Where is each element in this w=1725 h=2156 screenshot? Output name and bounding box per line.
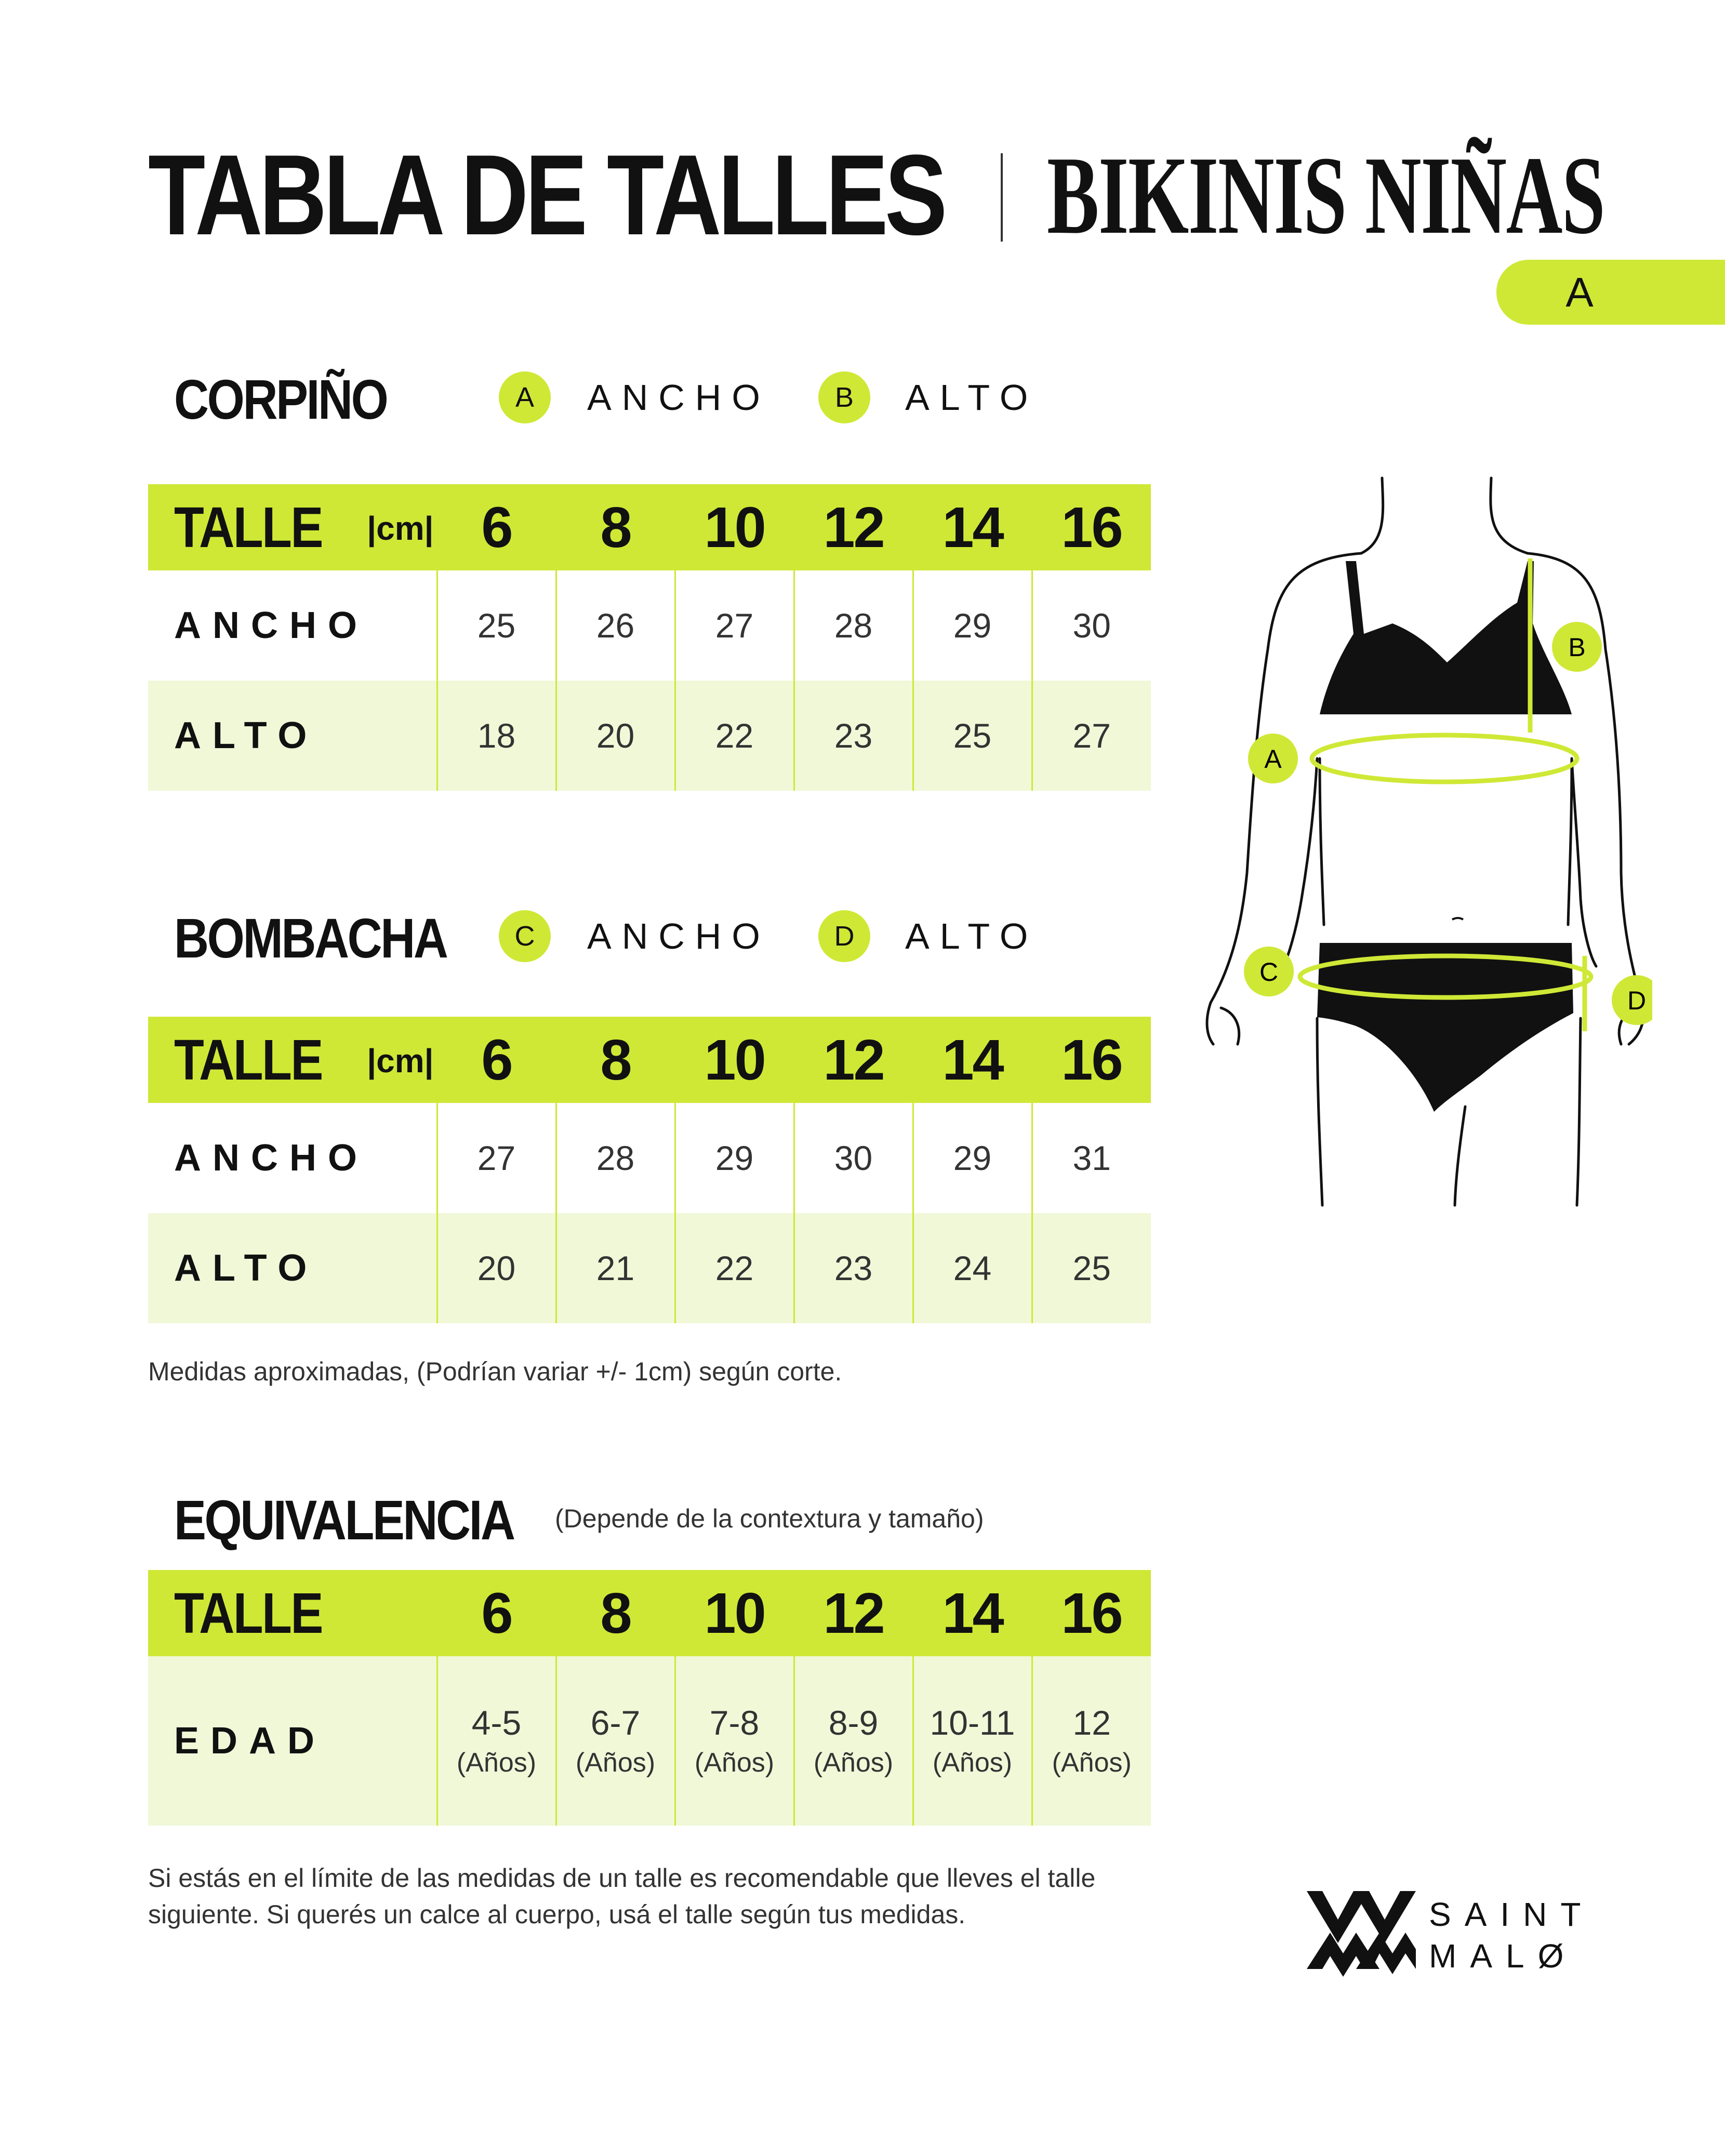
table-cell: 27 <box>675 570 794 681</box>
table-cell: 21 <box>556 1213 675 1323</box>
size-header: 10 <box>675 1017 794 1103</box>
table-row <box>148 1656 1151 1826</box>
bombacha-title: BOMBACHA <box>174 907 447 969</box>
age-range: 8-9 <box>828 1703 879 1742</box>
talle-header <box>148 484 437 570</box>
table-cell: 25 <box>1032 1213 1151 1323</box>
row-label: EDAD <box>148 1656 437 1826</box>
brand-line: SAINT <box>1429 1896 1595 1933</box>
row-label: ANCHO <box>148 570 437 681</box>
legend-badge-c: C <box>499 910 551 962</box>
table-cell: 22 <box>675 1213 794 1323</box>
size-header: 14 <box>913 484 1032 570</box>
legend-label-ancho: ANCHO <box>587 916 771 956</box>
row-label: ALTO <box>148 681 437 791</box>
table-cell: 22 <box>675 681 794 791</box>
age-unit: (Años) <box>456 1748 537 1778</box>
legend-label-alto: ALTO <box>905 377 1039 418</box>
age-cell <box>437 1656 556 1826</box>
unit-label: |cm| <box>367 510 434 548</box>
table-cell: 27 <box>437 1103 556 1213</box>
brand-name <box>1429 1894 1594 1977</box>
age-cell <box>913 1656 1032 1826</box>
equivalencia-table <box>148 1570 1151 1826</box>
age-range: 7-8 <box>709 1703 760 1742</box>
age-unit: (Años) <box>813 1748 894 1778</box>
equivalencia-subtitle: (Depende de la contextura y tamaño) <box>555 1504 984 1533</box>
table-cell: 31 <box>1032 1103 1151 1213</box>
bra-shape <box>1320 561 1572 714</box>
age-unit: (Años) <box>1052 1748 1132 1778</box>
legend-label-ancho: ANCHO <box>587 377 771 418</box>
table-cell: 18 <box>437 681 556 791</box>
table-cell: 28 <box>556 1103 675 1213</box>
table-cell: 27 <box>1032 681 1151 791</box>
legend-label-alto: ALTO <box>905 916 1039 956</box>
table-cell: 29 <box>675 1103 794 1213</box>
age-cell <box>1032 1656 1151 1826</box>
table-row <box>148 1103 1151 1213</box>
table-header-row <box>148 1017 1151 1103</box>
table-cell: 29 <box>913 1103 1032 1213</box>
title-divider <box>1001 153 1003 242</box>
size-header: 14 <box>913 1017 1032 1103</box>
saint-malo-logo-icon <box>1307 1891 1416 1979</box>
page-title: TABLA DE TALLES <box>148 131 944 259</box>
age-range: 6-7 <box>590 1703 641 1742</box>
talle-label: TALLE <box>174 1581 322 1645</box>
marker-a-label: A <box>1264 744 1282 774</box>
table-cell: 23 <box>794 1213 913 1323</box>
age-unit: (Años) <box>575 1748 656 1778</box>
size-header: 16 <box>1032 1017 1151 1103</box>
table-row <box>148 1213 1151 1323</box>
age-cell <box>556 1656 675 1826</box>
table-cell: 25 <box>913 681 1032 791</box>
brand-line: MALØ <box>1429 1937 1577 1975</box>
size-header: 12 <box>794 1570 913 1656</box>
size-header: 16 <box>1032 1570 1151 1656</box>
corpino-title: CORPIÑO <box>174 368 387 431</box>
table-header-row <box>148 484 1151 570</box>
size-header: 6 <box>437 1570 556 1656</box>
table-cell: 25 <box>437 570 556 681</box>
footer-note <box>148 1860 1095 1933</box>
legend-badge-b: B <box>818 371 870 423</box>
table-cell: 20 <box>437 1213 556 1323</box>
size-header: 12 <box>794 484 913 570</box>
page-subtitle: BIKINIS NIÑAS <box>1047 133 1605 257</box>
briefs-shape <box>1317 943 1573 1112</box>
equivalencia-title: EQUIVALENCIA <box>174 1488 514 1551</box>
page-tab <box>1496 260 1725 325</box>
table-cell: 26 <box>556 570 675 681</box>
measure-note: Medidas aproximadas, (Podrían variar +/- 1cm) según corte. <box>148 1357 842 1386</box>
table-row <box>148 570 1151 681</box>
legend-badge-a: A <box>499 371 551 423</box>
marker-d-label: D <box>1627 986 1647 1015</box>
unit-label: |cm| <box>367 1042 434 1080</box>
size-header: 12 <box>794 1017 913 1103</box>
table-row <box>148 681 1151 791</box>
talle-header <box>148 1570 437 1656</box>
page-tab-label: A <box>1565 269 1594 315</box>
size-header: 10 <box>675 1570 794 1656</box>
table-cell: 28 <box>794 570 913 681</box>
marker-c-label: C <box>1259 957 1279 987</box>
age-cell <box>794 1656 913 1826</box>
talle-header <box>148 1017 437 1103</box>
marker-b-label: B <box>1568 633 1586 662</box>
size-header: 10 <box>675 484 794 570</box>
table-cell: 20 <box>556 681 675 791</box>
talle-label: TALLE <box>174 1028 322 1092</box>
size-header: 16 <box>1032 484 1151 570</box>
table-cell: 24 <box>913 1213 1032 1323</box>
table-header-row <box>148 1570 1151 1656</box>
age-cell <box>675 1656 794 1826</box>
table-cell: 30 <box>1032 570 1151 681</box>
footer-note-line: Si estás en el límite de las medidas de un talle es recomendable que lleves el talle <box>148 1864 1096 1893</box>
size-header: 8 <box>556 484 675 570</box>
table-cell: 29 <box>913 570 1032 681</box>
age-range: 12 <box>1072 1703 1111 1742</box>
table-cell: 30 <box>794 1103 913 1213</box>
footer-note-line: siguiente. Si querés un calce al cuerpo, usá el talle según tus medidas. <box>148 1900 966 1929</box>
corpino-table <box>148 484 1151 791</box>
size-header: 6 <box>437 484 556 570</box>
age-unit: (Años) <box>932 1748 1013 1778</box>
size-header: 14 <box>913 1570 1032 1656</box>
age-unit: (Años) <box>694 1748 775 1778</box>
legend-badge-d: D <box>818 910 870 962</box>
size-header: 8 <box>556 1017 675 1103</box>
talle-label: TALLE <box>174 495 322 560</box>
size-header: 6 <box>437 1017 556 1103</box>
size-header: 8 <box>556 1570 675 1656</box>
bombacha-table <box>148 1017 1151 1323</box>
body-figure-illustration <box>1190 468 1652 1226</box>
row-label: ANCHO <box>148 1103 437 1213</box>
age-range: 10-11 <box>930 1703 1015 1742</box>
age-range: 4-5 <box>471 1703 522 1742</box>
table-cell: 23 <box>794 681 913 791</box>
row-label: ALTO <box>148 1213 437 1323</box>
